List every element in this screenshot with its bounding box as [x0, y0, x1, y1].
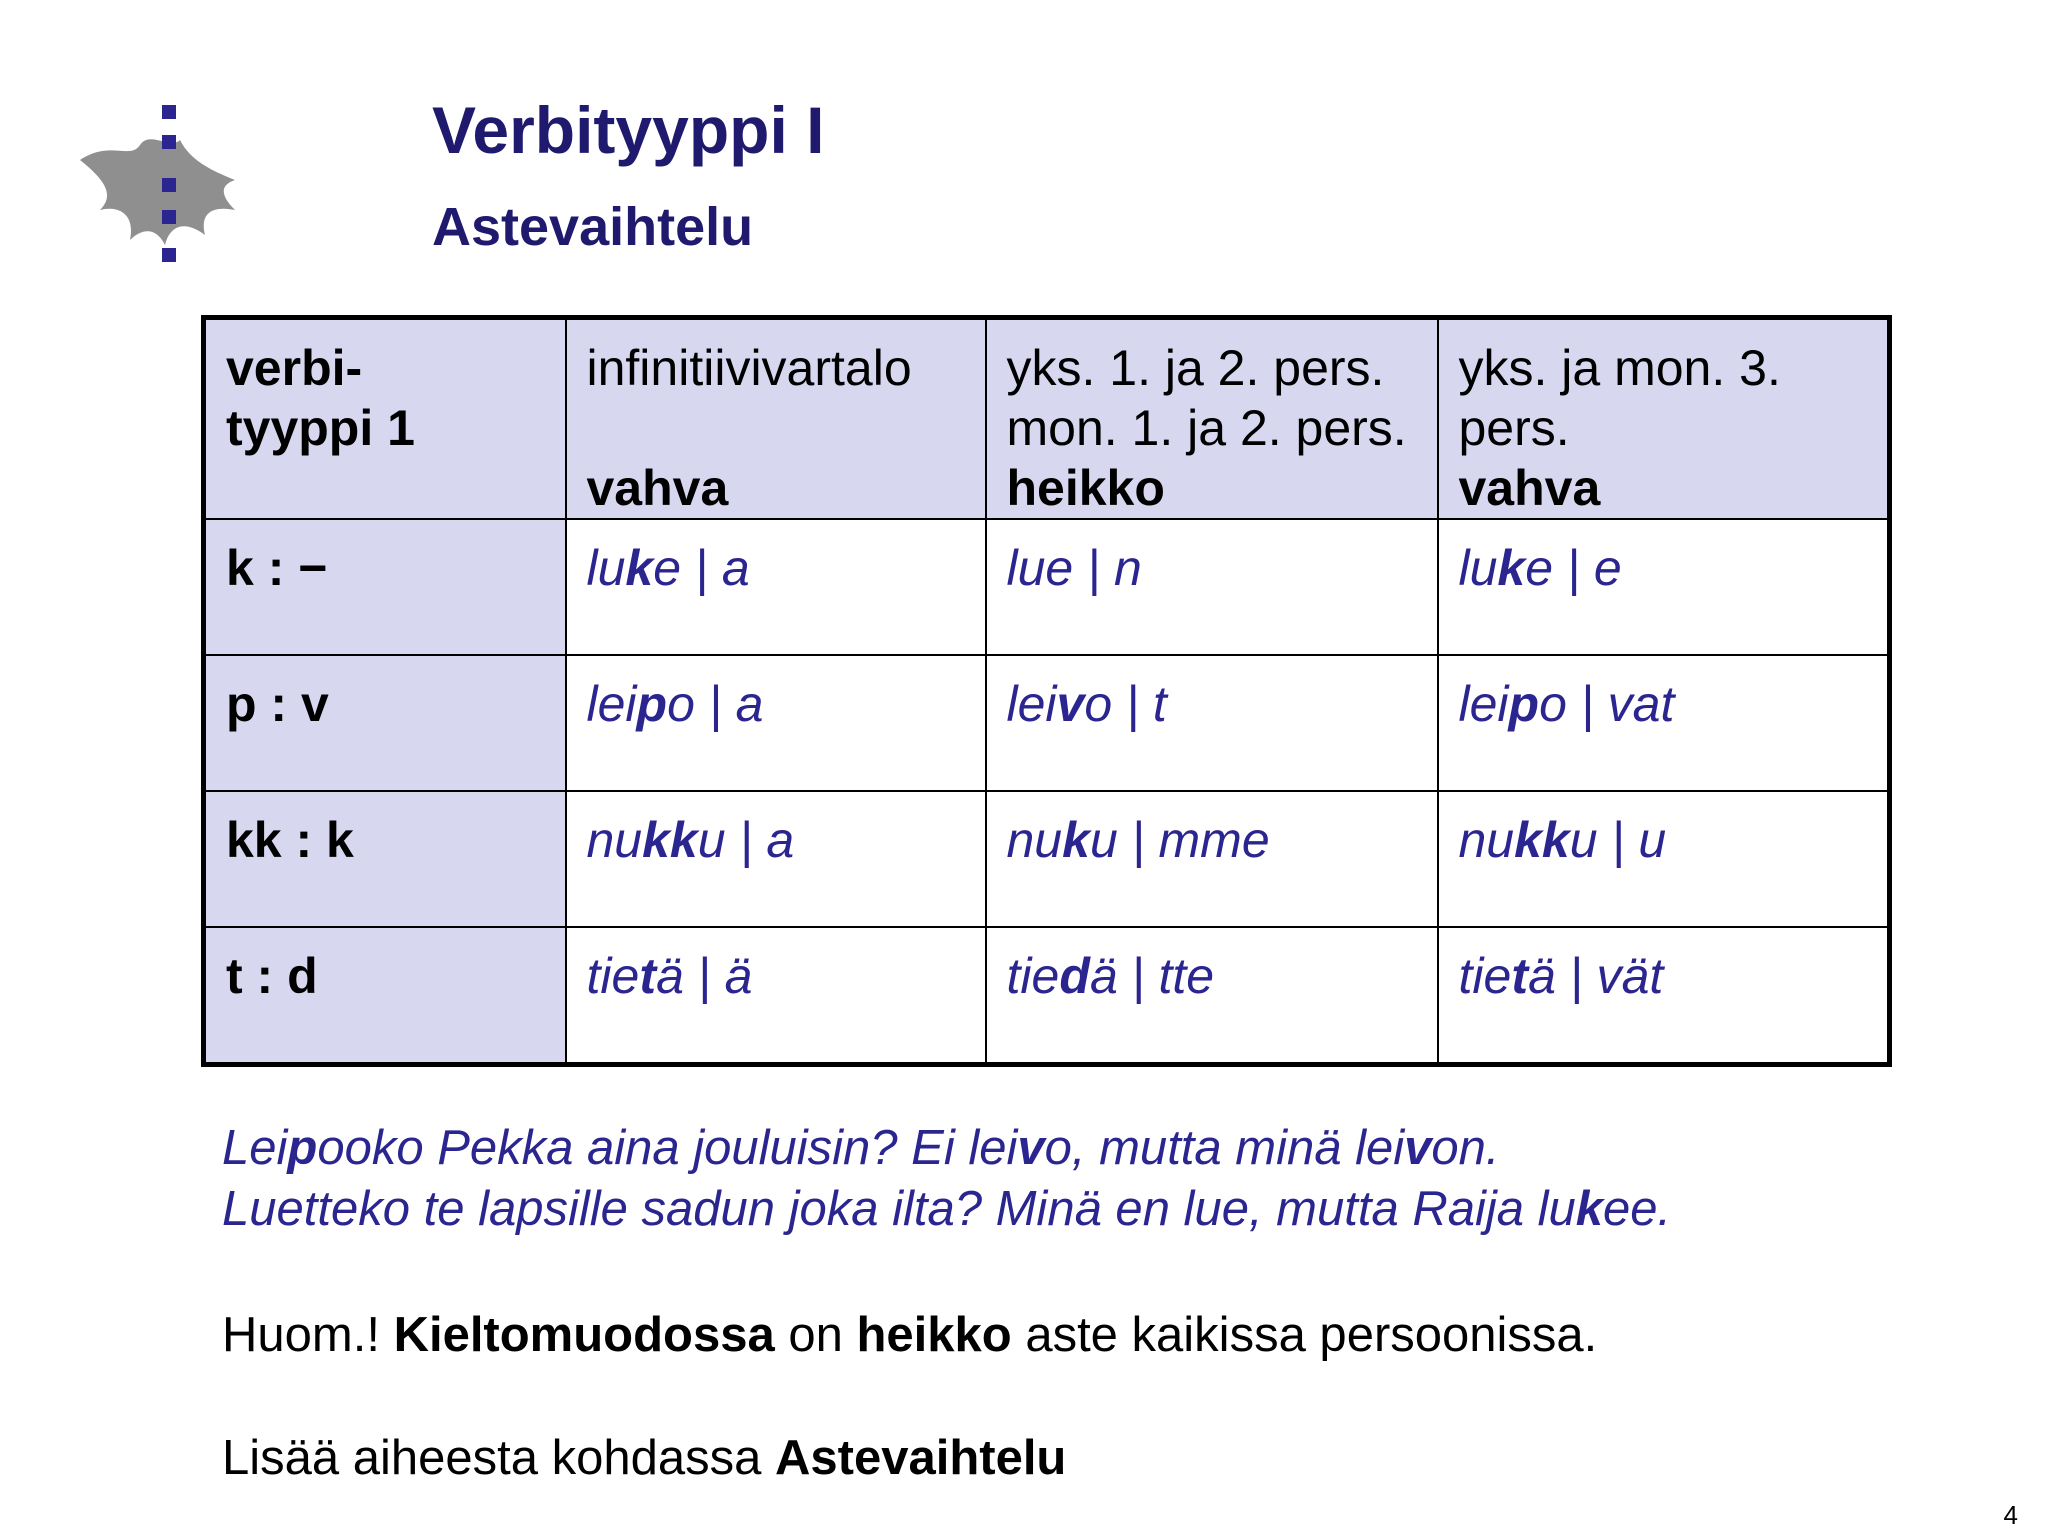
- verb-form-cell: lue | n: [986, 519, 1438, 655]
- verb-form-cell: luke | e: [1438, 519, 1890, 655]
- negation-note: Huom.! Kieltomuodossa on heikko aste kaikissa persoonissa.: [222, 1308, 1598, 1362]
- header-grade: vahva: [1458, 460, 1601, 516]
- verb-form-cell: leipo | vat: [1438, 655, 1890, 791]
- header-grade: vahva: [586, 460, 729, 516]
- table-row: [204, 655, 1890, 791]
- row-label: kk : k: [204, 791, 566, 927]
- university-flame-logo-icon: [70, 100, 250, 270]
- example-line-2: Luetteko te lapsille sadun joka ilta? Minä en lue, mutta Raija lukee.: [222, 1182, 1672, 1236]
- table-header-row: [204, 318, 1890, 520]
- verb-form-cell: nukku | a: [566, 791, 986, 927]
- header-line: pers.: [1458, 400, 1570, 456]
- verb-form-cell: tietä | ä: [566, 927, 986, 1065]
- verb-form-cell: luke | a: [566, 519, 986, 655]
- verb-form-cell: tietä | vät: [1438, 927, 1890, 1065]
- example-line-1: Leipooko Pekka aina jouluisin? Ei leivo, mutta minä leivon.: [222, 1121, 1500, 1175]
- verb-form-cell: leipo | a: [566, 655, 986, 791]
- row-label: t : d: [204, 927, 566, 1065]
- verb-form-cell: nuku | mme: [986, 791, 1438, 927]
- header-line: tyyppi 1: [226, 400, 415, 456]
- header-line: mon. 1. ja 2. pers.: [1006, 400, 1407, 456]
- header-cell-infinitive-stem: [566, 318, 986, 520]
- row-label: k : −: [204, 519, 566, 655]
- header-line: verbi-: [226, 340, 363, 396]
- verb-form-cell: tiedä | tte: [986, 927, 1438, 1065]
- example-sentences: [222, 1118, 1671, 1240]
- table-row: [204, 519, 1890, 655]
- page-subtitle: Astevaihtelu: [432, 197, 754, 257]
- page-title: Verbityyppi I: [432, 93, 825, 167]
- page-number: 4: [2003, 1500, 2018, 1530]
- more-info-link: Astevaihtelu: [775, 1431, 1067, 1485]
- verb-form-cell: nukku | u: [1438, 791, 1890, 927]
- gradation-table: [201, 315, 1892, 1067]
- header-grade: heikko: [1006, 460, 1165, 516]
- header-cell-1-2-person: [986, 318, 1438, 520]
- header-line: yks. ja mon. 3.: [1458, 340, 1781, 396]
- header-line: [587, 398, 965, 458]
- more-info-text: Lisää aiheesta kohdassa Astevaihtelu: [222, 1431, 1067, 1485]
- header-line: yks. 1. ja 2. pers.: [1006, 340, 1385, 396]
- row-label: p : v: [204, 655, 566, 791]
- header-cell-3-person: [1438, 318, 1890, 520]
- table-row: [204, 791, 1890, 927]
- table-row: [204, 927, 1890, 1065]
- header-line: infinitiivivartalo: [586, 340, 912, 396]
- verb-form-cell: leivo | t: [986, 655, 1438, 791]
- header-cell-verb-type: [204, 318, 566, 520]
